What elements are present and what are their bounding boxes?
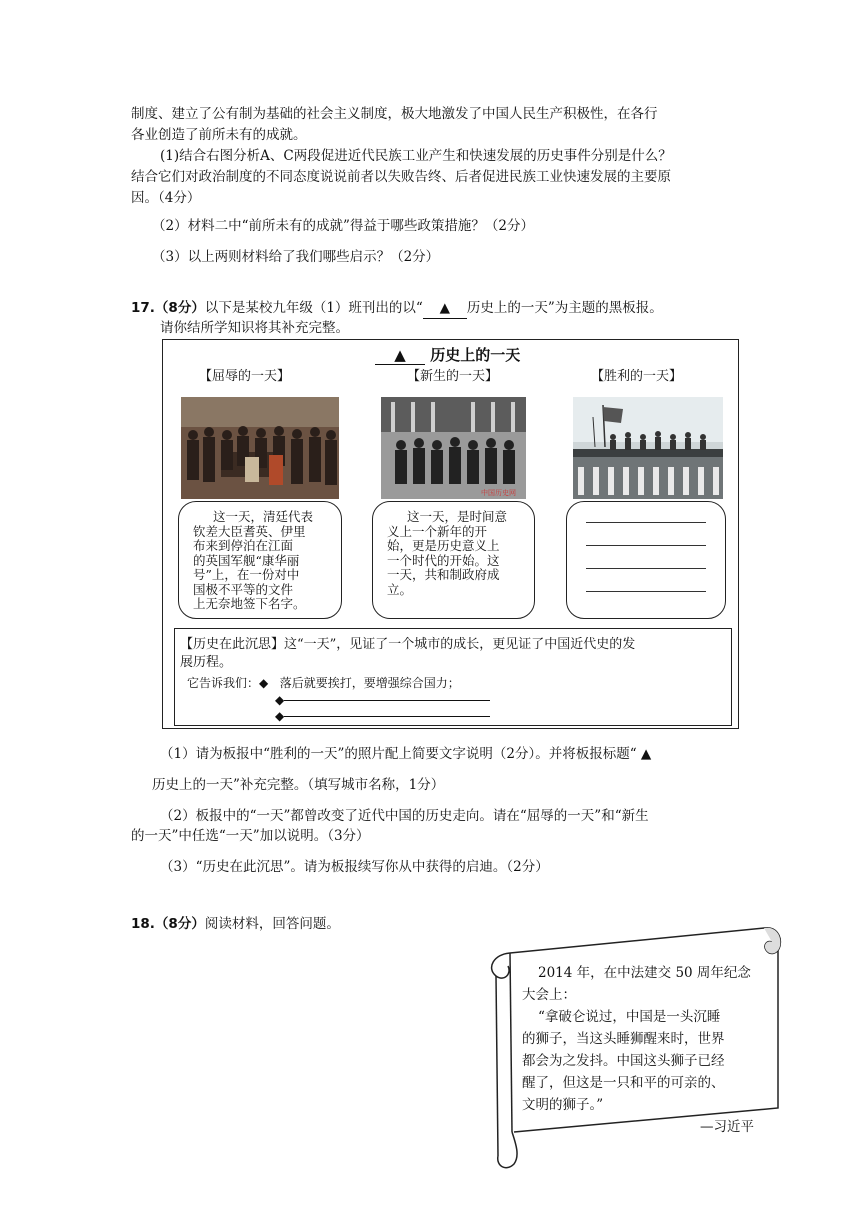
q17-score: （8分） — [154, 300, 205, 316]
bubble-line: 一个时代的开始。这 — [387, 552, 500, 568]
q17-stem-blank: ▲ — [423, 298, 467, 319]
board-title-text: 历史上的一天 — [430, 346, 521, 364]
answer-blank-line[interactable] — [284, 700, 490, 701]
reflection-line-2: 展历程。 — [180, 655, 233, 670]
q17-number: 17. — [131, 300, 155, 316]
bubble-line: 这一天，是时间意 — [407, 509, 508, 524]
board-title — [375, 344, 520, 365]
bubble-line: 立。 — [387, 581, 413, 597]
q18-score: （8分） — [154, 916, 205, 932]
q18-stem-text: 阅读材料，回答问题。 — [204, 916, 340, 932]
q16-sub3: （3）以上两则材料给了我们哪些启示？（2分） — [152, 249, 440, 265]
reflection-item-3[interactable] — [275, 707, 490, 725]
scroll-line: 2014 年，在中法建交 50 周年纪念 — [538, 965, 751, 981]
q17-stem-a: 以下是某校九年级（1）班刊出的以“ — [204, 300, 423, 316]
q17-stem-b: 历史上的一天”为主题的黑板报。 — [466, 300, 663, 316]
answer-blank-line[interactable] — [586, 591, 706, 592]
reflection-box — [174, 628, 732, 726]
q17-sub2-line-1: （2）板报中的“一天”都曾改变了近代中国的历史走向。请在“屈辱的一天”和“新生 — [160, 808, 649, 824]
q17-sub2-line-2: 的一天”中任选“一天”加以说明。（3分） — [131, 828, 370, 844]
q16-sub1-line-1: (1)结合右图分析A、C两段促进近代民族工业产生和快速发展的历史事件分别是什么？ — [160, 148, 672, 164]
q16-sub2: （2）材料二中“前所未有的成就”得益于哪些政策措施？（2分） — [152, 218, 534, 234]
q16-sub1-line-2: 结合它们对政治制度的不同态度说说前者以失败告终、后者促进民族工业快速发展的主要原 — [131, 169, 671, 185]
q17-sub3: （3）“历史在此沉思”。请为板报续写你从中获得的启迪。（2分） — [160, 859, 549, 875]
reflection-tell-label: 它告诉我们： — [187, 676, 260, 690]
scroll-line: 的狮子，当这头睡狮醒来时，世界 — [522, 1031, 725, 1047]
bubble-line: 义上一个新年的开 — [387, 523, 488, 539]
bubble-line: 这一天，清廷代表 — [213, 509, 314, 524]
scroll-signature: —习近平 — [700, 1119, 754, 1135]
answer-blank-line[interactable] — [586, 568, 706, 569]
q17-sub1-line-1: （1）请为板报中“胜利的一天”的照片配上简要文字说明（2分）。并将板报标题“ ▲ — [160, 746, 652, 762]
bubble-line: 布来到停泊在江面 — [193, 538, 294, 553]
intro-line-1: 制度、建立了公有制为基础的社会主义制度，极大地激发了中国人民生产积极性，在各行 — [131, 106, 658, 122]
section-title-victory: 【胜利的一天】 — [591, 369, 683, 384]
section-title-humiliation: 【屈辱的一天】 — [199, 369, 291, 384]
reflection-text: 这“一天”，见证了一个城市的成长，更见证了中国近代史的发 — [284, 637, 636, 652]
scroll-line: 醒了，但这是一只和平的可亲的、 — [522, 1075, 725, 1091]
text-bubble-victory-blank[interactable] — [566, 501, 726, 619]
bullet-icon: ◆ — [275, 693, 285, 707]
scroll-line: 文明的狮子。” — [522, 1097, 604, 1113]
answer-blank-line[interactable] — [586, 545, 706, 546]
q18-number: 18. — [131, 916, 155, 932]
text-bubble-rebirth — [372, 501, 535, 619]
bubble-line: 一天，共和制政府成 — [387, 567, 500, 582]
photo-watermark: 中国历史网 — [481, 489, 516, 497]
scroll-quote — [522, 962, 758, 1138]
text-bubble-humiliation — [178, 501, 342, 619]
reflection-line-1 — [180, 636, 635, 654]
q17-sub1-line-2: 历史上的一天”补充完整。（填写城市名称，1分） — [152, 777, 445, 793]
scroll-line: 大会上： — [522, 987, 576, 1003]
intro-line-2: 各业创造了前所未有的成就。 — [131, 127, 307, 143]
bubble-line: 的英国军舰“康华丽 — [193, 552, 300, 568]
bullet-icon: ◆ — [259, 676, 269, 690]
q16-sub1-line-3: 因。（4分） — [131, 190, 201, 206]
photo-republic-founding — [381, 397, 526, 499]
reflection-item-1: 落后就要挨打，要增强综合国力； — [279, 676, 460, 690]
reflection-label: 【历史在此沉思】 — [180, 637, 285, 652]
scroll-line: 都会为之发抖。中国这头狮子已经 — [522, 1053, 725, 1069]
q17-stem-line-2: 请你结所学知识将其补充完整。 — [160, 320, 349, 336]
q18-stem — [131, 914, 340, 934]
answer-blank-line[interactable] — [586, 522, 706, 523]
blackboard-newsletter — [162, 339, 739, 729]
q17-stem — [131, 298, 663, 319]
photo-victory — [573, 397, 723, 499]
bubble-line: 上无奈地签下名字。 — [193, 596, 306, 611]
board-title-blank: ▲ — [375, 346, 425, 365]
reflection-tell — [187, 674, 460, 692]
bullet-icon: ◆ — [275, 709, 285, 723]
bubble-line: 国极不平等的文件 — [193, 581, 294, 597]
bubble-line: 始，更是历史意义上 — [387, 538, 500, 553]
photo-treaty-signing — [181, 397, 339, 499]
scroll-line: “拿破仑说过，中国是一头沉睡 — [538, 1009, 721, 1025]
bubble-line: 钦差大臣耆英、伊里 — [193, 523, 306, 539]
section-title-rebirth: 【新生的一天】 — [407, 369, 499, 384]
bubble-line: 号”上，在一份对中 — [193, 567, 300, 582]
answer-blank-line[interactable] — [284, 716, 490, 717]
